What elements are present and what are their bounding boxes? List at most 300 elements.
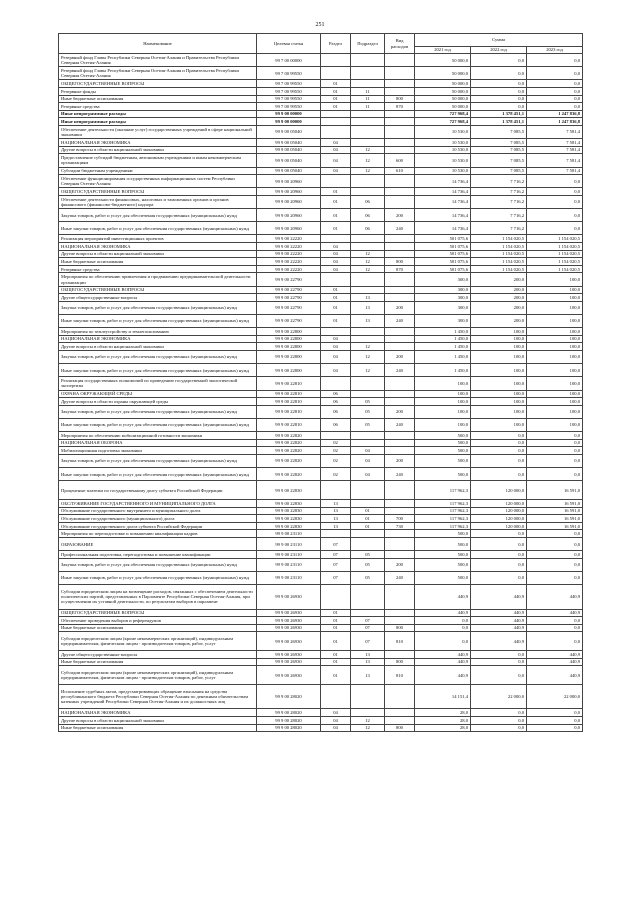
- row-name: ОБСЛУЖИВАНИЕ ГОСУДАРСТВЕННОГО И МУНИЦИПАЛЬНОГО ДОЛГА: [59, 500, 257, 508]
- row-section: 13: [321, 500, 351, 508]
- row-sum-2021: 0,0: [415, 632, 471, 651]
- row-section: 01: [321, 209, 351, 222]
- row-name: Иные закупки товаров, работ и услуг для обеспечения государственных (муниципальных) нужд: [59, 222, 257, 235]
- row-sum-2021: 14 736,4: [415, 222, 471, 235]
- row-sum-2023: 0,0: [527, 432, 583, 440]
- row-sum-2021: 14 736,4: [415, 188, 471, 196]
- row-sum-2021: 500,0: [415, 432, 471, 440]
- row-name: Обслуживание государственного (муниципального) долга: [59, 515, 257, 523]
- row-sum-2022: 0,0: [471, 80, 527, 88]
- table-row: [59, 286, 583, 294]
- row-target-article: 99 7 00 99550: [257, 95, 321, 103]
- row-sum-2023: 0,0: [527, 530, 583, 538]
- row-sum-2021: 100,0: [415, 418, 471, 431]
- row-target-article: 99 9 00 22810: [257, 377, 321, 390]
- row-expense-type: 870: [385, 103, 415, 111]
- row-target-article: 99 9 00 22790: [257, 301, 321, 314]
- row-name: НАЦИОНАЛЬНАЯ ОБОРОНА: [59, 439, 257, 447]
- row-subsection: 12: [351, 724, 385, 732]
- row-sum-2022: 0,0: [471, 432, 527, 440]
- row-section: 13: [321, 515, 351, 523]
- table-row: [59, 188, 583, 196]
- header-target-article: Целевая статья: [257, 34, 321, 54]
- row-expense-type: [385, 328, 415, 336]
- table-row: [59, 273, 583, 286]
- row-section: 07: [321, 551, 351, 559]
- row-sum-2022: 1 378 451,1: [471, 118, 527, 126]
- row-expense-type: 240: [385, 314, 415, 327]
- row-expense-type: 240: [385, 571, 415, 584]
- row-sum-2022: 200,0: [471, 286, 527, 294]
- row-sum-2021: 1 450,0: [415, 364, 471, 377]
- row-name: Иные закупки товаров, работ и услуг для обеспечения государственных (муниципальных) нужд: [59, 314, 257, 327]
- row-subsection: 13: [351, 651, 385, 659]
- row-sum-2022: 0,0: [471, 103, 527, 111]
- row-subsection: 04: [351, 447, 385, 455]
- row-target-article: 99 9 00 22800: [257, 364, 321, 377]
- row-expense-type: [385, 235, 415, 243]
- row-sum-2021: 440,9: [415, 585, 471, 609]
- row-subsection: [351, 110, 385, 118]
- row-name: Закупка товаров, работ и услуг для обеспечения государственных (муниципальных) нужд: [59, 301, 257, 314]
- row-sum-2022: 0,0: [471, 447, 527, 455]
- table-row: [59, 335, 583, 343]
- row-subsection: [351, 609, 385, 617]
- row-expense-type: [385, 54, 415, 67]
- row-sum-2022: 100,0: [471, 350, 527, 363]
- row-section: 04: [321, 154, 351, 167]
- row-expense-type: [385, 286, 415, 294]
- row-sum-2022: 100,0: [471, 364, 527, 377]
- row-sum-2021: 500,0: [415, 551, 471, 559]
- row-sum-2023: 100,0: [527, 350, 583, 363]
- row-sum-2023: 0,0: [527, 222, 583, 235]
- table-row: [59, 551, 583, 559]
- header-subsection: Подраздел: [351, 34, 385, 54]
- row-name: Иные бюджетные ассигнования: [59, 95, 257, 103]
- row-sum-2023: 1 154 020,5: [527, 258, 583, 266]
- row-sum-2022: 200,0: [471, 301, 527, 314]
- row-name: Иные непрограммные расходы: [59, 110, 257, 118]
- row-name: Иные закупки товаров, работ и услуг для обеспечения государственных (муниципальных) нужд: [59, 364, 257, 377]
- row-sum-2023: 1 154 020,5: [527, 243, 583, 251]
- row-sum-2023: 0,0: [527, 188, 583, 196]
- row-sum-2023: 100,0: [527, 398, 583, 406]
- row-name: Иные бюджетные ассигнования: [59, 624, 257, 632]
- row-expense-type: [385, 110, 415, 118]
- row-sum-2023: 440,9: [527, 609, 583, 617]
- row-name: Мероприятия по обеспечению мобилизационной готовности экономики: [59, 432, 257, 440]
- row-name: Другие общегосударственные вопросы: [59, 651, 257, 659]
- table-row: [59, 110, 583, 118]
- table-row: [59, 265, 583, 273]
- row-subsection: [351, 188, 385, 196]
- row-name: Резервные средства: [59, 265, 257, 273]
- table-row: [59, 67, 583, 80]
- row-sum-2021: 500,0: [415, 439, 471, 447]
- row-sum-2022: 120 000,0: [471, 500, 527, 508]
- row-section: [321, 377, 351, 390]
- row-subsection: [351, 328, 385, 336]
- row-sum-2023: 0,0: [527, 195, 583, 208]
- row-section: 02: [321, 468, 351, 481]
- row-target-article: 99 9 00 23110: [257, 571, 321, 584]
- row-name: Другие вопросы в области охраны окружающей среды: [59, 398, 257, 406]
- row-name: Субсидии юридическим лицам (кроме некоммерческих организаций), индивидуальным предпринимателям, физическим лицам - производителям товаров, работ, услуг: [59, 632, 257, 651]
- row-target-article: 99 9 00 22820: [257, 439, 321, 447]
- row-target-article: 99 9 00 22790: [257, 314, 321, 327]
- row-target-article: 99 9 00 05040: [257, 125, 321, 138]
- row-sum-2022: 7 085,5: [471, 167, 527, 175]
- table-row: [59, 103, 583, 111]
- row-sum-2023: 7 581,4: [527, 146, 583, 154]
- row-sum-2022: 0,0: [471, 724, 527, 732]
- row-section: 07: [321, 558, 351, 571]
- row-name: ОБРАЗОВАНИЕ: [59, 537, 257, 550]
- row-sum-2022: 120 000,0: [471, 481, 527, 500]
- row-sum-2022: 0,0: [471, 558, 527, 571]
- row-sum-2021: 50 000,0: [415, 67, 471, 80]
- row-name: Субсидии юридическим лицам на возмещение расходов, связанных с обеспечением деятельности политических партий, представленных в Парламенте Республики Северная Осетия-Алания, при осуществлении их уставной деятельности, по результатам выборов в парламент: [59, 585, 257, 609]
- row-sum-2022: 1 154 020,5: [471, 258, 527, 266]
- row-sum-2021: 300,0: [415, 294, 471, 302]
- table-row: [59, 439, 583, 447]
- row-subsection: [351, 273, 385, 286]
- row-subsection: 12: [351, 343, 385, 351]
- header-sum: Сумма: [415, 34, 583, 47]
- row-section: 04: [321, 709, 351, 717]
- row-subsection: 01: [351, 507, 385, 515]
- table-row: [59, 154, 583, 167]
- table-row: [59, 515, 583, 523]
- row-subsection: [351, 125, 385, 138]
- row-sum-2023: 0,0: [527, 95, 583, 103]
- row-subsection: 12: [351, 146, 385, 154]
- row-target-article: 99 9 00 05040: [257, 167, 321, 175]
- row-sum-2021: 0,0: [415, 624, 471, 632]
- row-sum-2023: 100,0: [527, 301, 583, 314]
- row-sum-2021: 100,0: [415, 405, 471, 418]
- row-expense-type: 800: [385, 95, 415, 103]
- table-row: [59, 571, 583, 584]
- row-section: [321, 585, 351, 609]
- row-sum-2023: 16 591,0: [527, 481, 583, 500]
- row-subsection: [351, 500, 385, 508]
- row-sum-2022: 0,0: [471, 571, 527, 584]
- row-expense-type: 600: [385, 154, 415, 167]
- row-sum-2022: 440,9: [471, 617, 527, 625]
- row-expense-type: [385, 447, 415, 455]
- row-sum-2022: 0,0: [471, 454, 527, 467]
- row-sum-2023: 440,9: [527, 658, 583, 666]
- row-subsection: 13: [351, 314, 385, 327]
- table-row: [59, 294, 583, 302]
- row-sum-2022: 0,0: [471, 666, 527, 685]
- row-expense-type: [385, 335, 415, 343]
- row-subsection: 11: [351, 87, 385, 95]
- row-expense-type: [385, 398, 415, 406]
- table-row: [59, 685, 583, 709]
- row-sum-2022: 0,0: [471, 87, 527, 95]
- row-sum-2023: 1 154 020,5: [527, 265, 583, 273]
- row-subsection: 06: [351, 195, 385, 208]
- row-subsection: 11: [351, 95, 385, 103]
- row-subsection: [351, 139, 385, 147]
- row-section: [321, 175, 351, 188]
- row-sum-2022: 7 085,5: [471, 146, 527, 154]
- row-target-article: 99 9 00 05040: [257, 154, 321, 167]
- row-sum-2021: 117 962,3: [415, 481, 471, 500]
- row-target-article: 99 9 00 22790: [257, 286, 321, 294]
- row-sum-2023: 0,0: [527, 537, 583, 550]
- row-subsection: [351, 432, 385, 440]
- row-subsection: [351, 118, 385, 126]
- row-sum-2021: 500,0: [415, 530, 471, 538]
- row-sum-2023: 16 591,0: [527, 507, 583, 515]
- row-target-article: 99 7 00 99550: [257, 80, 321, 88]
- row-sum-2022: 22 000,0: [471, 685, 527, 709]
- row-sum-2023: 100,0: [527, 405, 583, 418]
- table-row: [59, 468, 583, 481]
- row-expense-type: [385, 67, 415, 80]
- row-subsection: [351, 80, 385, 88]
- row-target-article: 99 9 00 26930: [257, 658, 321, 666]
- row-sum-2023: 0,0: [527, 209, 583, 222]
- row-expense-type: 200: [385, 209, 415, 222]
- row-target-article: 99 9 00 22820: [257, 447, 321, 455]
- row-sum-2023: 100,0: [527, 377, 583, 390]
- row-expense-type: [385, 250, 415, 258]
- row-subsection: 12: [351, 364, 385, 377]
- row-name: Мероприятия по обеспечению привлечения и продвижению предпринимательской деятельности организации: [59, 273, 257, 286]
- table-row: [59, 432, 583, 440]
- row-sum-2023: 0,0: [527, 558, 583, 571]
- row-subsection: 07: [351, 632, 385, 651]
- row-subsection: 12: [351, 258, 385, 266]
- row-sum-2023: 7 581,4: [527, 125, 583, 138]
- row-sum-2022: 440,9: [471, 624, 527, 632]
- table-row: [59, 651, 583, 659]
- row-subsection: 13: [351, 658, 385, 666]
- row-section: 01: [321, 87, 351, 95]
- row-target-article: 99 9 00 22820: [257, 468, 321, 481]
- table-row: [59, 80, 583, 88]
- row-name: Другие вопросы в области национальной экономики: [59, 343, 257, 351]
- row-subsection: [351, 585, 385, 609]
- row-sum-2021: 100,0: [415, 390, 471, 398]
- table-row: [59, 209, 583, 222]
- row-sum-2023: 0,0: [527, 439, 583, 447]
- row-name: Закупка товаров, работ и услуг для обеспечения государственных (муниципальных) нужд: [59, 405, 257, 418]
- row-sum-2022: 100,0: [471, 377, 527, 390]
- row-name: Мероприятия по землеустройству и землепользованию: [59, 328, 257, 336]
- row-section: 04: [321, 243, 351, 251]
- row-target-article: 99 9 00 20960: [257, 222, 321, 235]
- header-name: Наименование: [59, 34, 257, 54]
- row-section: 01: [321, 80, 351, 88]
- row-subsection: 13: [351, 294, 385, 302]
- table-row: [59, 658, 583, 666]
- row-section: 04: [321, 350, 351, 363]
- table-row: [59, 243, 583, 251]
- row-subsection: [351, 481, 385, 500]
- row-sum-2022: 100,0: [471, 328, 527, 336]
- row-target-article: 99 9 00 28020: [257, 724, 321, 732]
- row-expense-type: 240: [385, 418, 415, 431]
- row-sum-2021: 1 450,0: [415, 343, 471, 351]
- row-sum-2023: 22 000,0: [527, 685, 583, 709]
- row-section: 04: [321, 364, 351, 377]
- row-name: Резервный фонд Главы Республики Северная Осетия-Алания и Правительства Республики Северная Осетия-Алания: [59, 67, 257, 80]
- row-name: ОБЩЕГОСУДАРСТВЕННЫЕ ВОПРОСЫ: [59, 609, 257, 617]
- row-name: Субсидии бюджетным учреждениям: [59, 167, 257, 175]
- row-sum-2021: 440,9: [415, 609, 471, 617]
- row-target-article: 99 9 00 22830: [257, 522, 321, 530]
- row-expense-type: [385, 617, 415, 625]
- row-name: Реализация мероприятий инвестиционных проектов: [59, 235, 257, 243]
- row-target-article: 99 9 00 22800: [257, 335, 321, 343]
- row-name: Профессиональная подготовка, переподготовка и повышение квалификации: [59, 551, 257, 559]
- row-name: Обеспечение функционирования государственных информационных систем Республики Северная Осетия-Алания: [59, 175, 257, 188]
- row-sum-2023: 16 591,0: [527, 515, 583, 523]
- row-expense-type: [385, 175, 415, 188]
- row-expense-type: [385, 685, 415, 709]
- row-name: Обеспечение деятельности (оказание услуг) государственных учреждений в сфере национальной экономики: [59, 125, 257, 138]
- row-sum-2021: 440,9: [415, 658, 471, 666]
- row-expense-type: 200: [385, 558, 415, 571]
- row-sum-2022: 200,0: [471, 273, 527, 286]
- row-sum-2022: 120 000,0: [471, 507, 527, 515]
- row-sum-2022: 0,0: [471, 530, 527, 538]
- row-section: 01: [321, 617, 351, 625]
- header-year-2021: 2021 год: [415, 47, 471, 54]
- row-section: 04: [321, 343, 351, 351]
- row-section: 04: [321, 250, 351, 258]
- table-row: [59, 350, 583, 363]
- row-target-article: 99 9 00 00000: [257, 110, 321, 118]
- row-section: 01: [321, 314, 351, 327]
- row-name: Закупка товаров, работ и услуг для обеспечения государственных (муниципальных) нужд: [59, 350, 257, 363]
- row-subsection: 13: [351, 301, 385, 314]
- row-subsection: [351, 439, 385, 447]
- table-row: [59, 530, 583, 538]
- row-name: Процентные платежи по государственному долгу субъекта Российской Федерации: [59, 481, 257, 500]
- row-sum-2021: 50 000,0: [415, 95, 471, 103]
- row-sum-2021: 1 450,0: [415, 350, 471, 363]
- row-expense-type: [385, 432, 415, 440]
- row-sum-2023: 16 591,0: [527, 522, 583, 530]
- row-name: ОБЩЕГОСУДАРСТВЕННЫЕ ВОПРОСЫ: [59, 188, 257, 196]
- row-sum-2022: 7 085,5: [471, 139, 527, 147]
- row-sum-2023: 0,0: [527, 551, 583, 559]
- row-section: [321, 481, 351, 500]
- row-sum-2021: 10 530,0: [415, 167, 471, 175]
- row-sum-2022: 100,0: [471, 390, 527, 398]
- row-name: Другие общегосударственные вопросы: [59, 294, 257, 302]
- table-row: [59, 522, 583, 530]
- row-sum-2021: 117 962,3: [415, 515, 471, 523]
- row-section: 01: [321, 666, 351, 685]
- row-subsection: [351, 709, 385, 717]
- row-sum-2023: 0,0: [527, 717, 583, 725]
- row-target-article: 99 9 00 26930: [257, 624, 321, 632]
- row-target-article: 99 9 00 22790: [257, 294, 321, 302]
- row-sum-2022: 120 000,0: [471, 515, 527, 523]
- row-sum-2023: 7 581,4: [527, 139, 583, 147]
- row-expense-type: 200: [385, 454, 415, 467]
- row-sum-2021: 440,9: [415, 651, 471, 659]
- row-sum-2023: 440,9: [527, 585, 583, 609]
- row-expense-type: [385, 343, 415, 351]
- table-row: [59, 222, 583, 235]
- row-sum-2021: 727 968,4: [415, 110, 471, 118]
- row-name: Иные бюджетные ассигнования: [59, 258, 257, 266]
- row-sum-2021: 500,0: [415, 537, 471, 550]
- row-subsection: 12: [351, 167, 385, 175]
- row-sum-2022: 440,9: [471, 609, 527, 617]
- table-row: [59, 405, 583, 418]
- row-expense-type: 800: [385, 724, 415, 732]
- row-expense-type: [385, 530, 415, 538]
- row-target-article: 99 9 00 26930: [257, 632, 321, 651]
- table-row: [59, 500, 583, 508]
- row-sum-2021: 500,0: [415, 558, 471, 571]
- row-name: Резервные средства: [59, 103, 257, 111]
- row-expense-type: 800: [385, 258, 415, 266]
- row-sum-2021: 10 530,0: [415, 146, 471, 154]
- row-sum-2023: 0,0: [527, 175, 583, 188]
- row-section: 04: [321, 717, 351, 725]
- row-sum-2021: 50 000,0: [415, 103, 471, 111]
- row-target-article: 99 9 00 22820: [257, 454, 321, 467]
- row-expense-type: [385, 195, 415, 208]
- row-expense-type: [385, 439, 415, 447]
- row-sum-2023: 0,0: [527, 617, 583, 625]
- row-target-article: 99 7 00 00000: [257, 54, 321, 67]
- row-sum-2023: 16 591,0: [527, 500, 583, 508]
- row-sum-2021: 100,0: [415, 377, 471, 390]
- row-name: Иные закупки товаров, работ и услуг для обеспечения государственных (муниципальных) нужд: [59, 571, 257, 584]
- row-sum-2023: 440,9: [527, 666, 583, 685]
- row-section: 06: [321, 405, 351, 418]
- row-sum-2021: 14 736,4: [415, 175, 471, 188]
- row-target-article: 99 9 00 22220: [257, 258, 321, 266]
- row-sum-2021: 440,9: [415, 666, 471, 685]
- row-section: 01: [321, 103, 351, 111]
- row-subsection: 06: [351, 222, 385, 235]
- row-sum-2022: 0,0: [471, 468, 527, 481]
- table-row: [59, 258, 583, 266]
- row-sum-2022: 0,0: [471, 651, 527, 659]
- row-expense-type: [385, 507, 415, 515]
- row-name: Иные бюджетные ассигнования: [59, 658, 257, 666]
- row-sum-2023: 0,0: [527, 624, 583, 632]
- row-name: НАЦИОНАЛЬНАЯ ЭКОНОМИКА: [59, 243, 257, 251]
- row-sum-2022: 0,0: [471, 54, 527, 67]
- row-target-article: 99 9 00 22810: [257, 418, 321, 431]
- row-section: 01: [321, 609, 351, 617]
- row-target-article: 99 9 00 26930: [257, 617, 321, 625]
- row-sum-2021: 14 736,4: [415, 209, 471, 222]
- row-expense-type: 200: [385, 405, 415, 418]
- row-target-article: 99 9 00 20960: [257, 209, 321, 222]
- row-sum-2022: 1 154 020,5: [471, 265, 527, 273]
- row-sum-2023: 100,0: [527, 418, 583, 431]
- row-expense-type: 200: [385, 350, 415, 363]
- row-sum-2022: 7 716,2: [471, 175, 527, 188]
- row-expense-type: 240: [385, 364, 415, 377]
- row-expense-type: [385, 390, 415, 398]
